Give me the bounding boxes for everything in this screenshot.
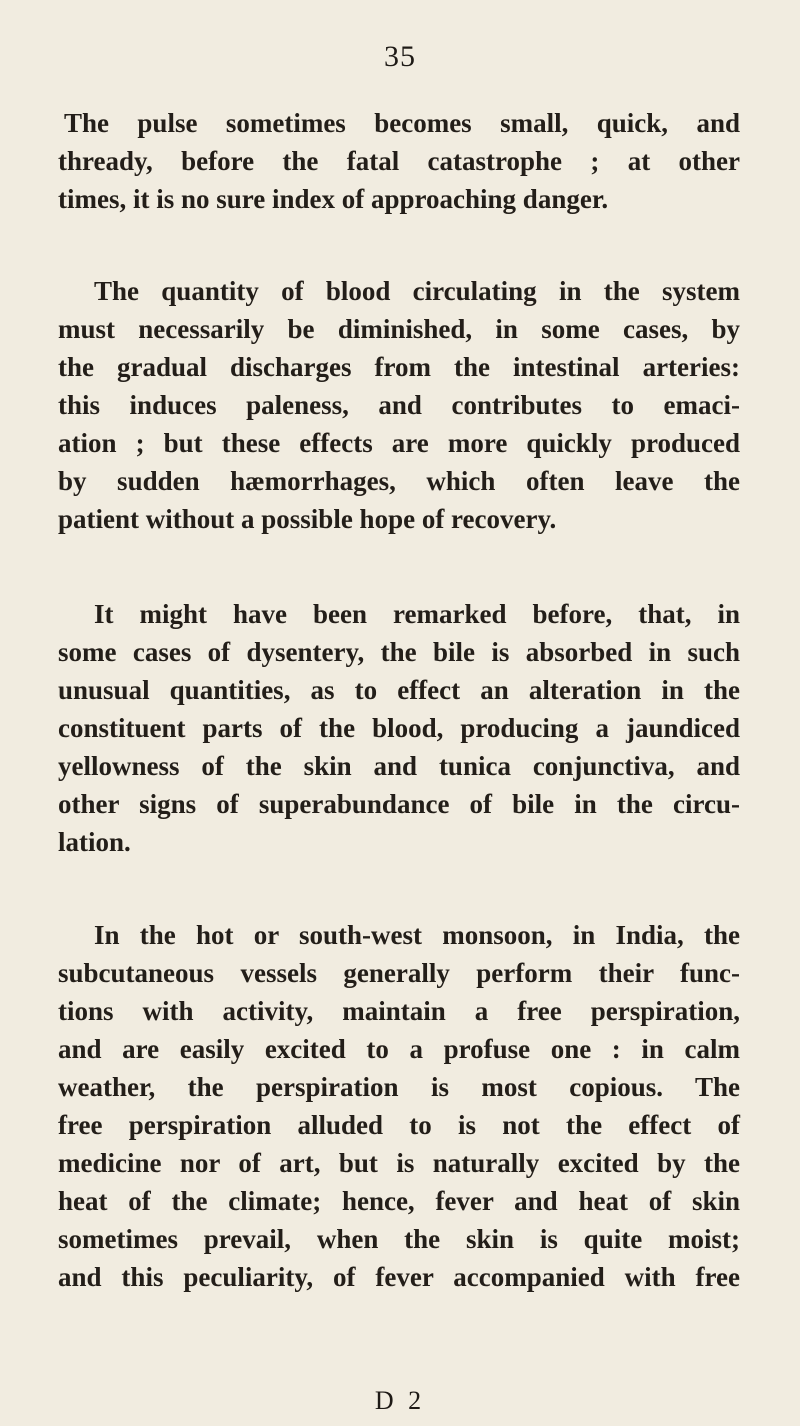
text-line: this induces paleness, and contributes to emaci- (58, 390, 740, 420)
text-line: the gradual discharges from the intestinal arteries: (58, 352, 740, 382)
text-line: tions with activity, maintain a free perspiration, (58, 996, 740, 1026)
text-line: unusual quantities, as to effect an alteration in the (58, 675, 740, 705)
text-line: sometimes prevail, when the skin is quite moist; (58, 1224, 740, 1254)
text-line: and this peculiarity, of fever accompanied with free (58, 1262, 740, 1292)
paragraph-3 (58, 595, 740, 861)
text-line: In the hot or south-west monsoon, in India, the (94, 920, 740, 950)
text-line: yellowness of the skin and tunica conjunctiva, and (58, 751, 740, 781)
text-line: It might have been remarked before, that, in (94, 599, 740, 629)
text-line: heat of the climate; hence, fever and heat of skin (58, 1186, 740, 1216)
text-line: patient without a possible hope of recovery. (58, 504, 557, 534)
text-line: other signs of superabundance of bile in the circu- (58, 789, 740, 819)
text-line: lation. (58, 827, 131, 857)
text-line: constituent parts of the blood, producing a jaundiced (58, 713, 740, 743)
text-line: must necessarily be diminished, in some cases, by (58, 314, 740, 344)
text-line: weather, the perspiration is most copious. The (58, 1072, 740, 1102)
page-number: 35 (384, 40, 416, 73)
text-line: The pulse sometimes becomes small, quick, and (64, 108, 740, 138)
paragraph-4 (58, 916, 740, 1296)
text-line: free perspiration alluded to is not the effect of (58, 1110, 740, 1140)
paragraph-2 (58, 272, 740, 538)
text-line: thready, before the fatal catastrophe ; at other (58, 146, 740, 176)
text-line: times, it is no sure index of approaching danger. (58, 184, 609, 214)
text-line: and are easily excited to a profuse one : in calm (58, 1034, 740, 1064)
text-line: ation ; but these effects are more quickly produced (58, 428, 740, 458)
paragraph-1 (58, 104, 740, 218)
text-line: subcutaneous vessels generally perform their func- (58, 958, 740, 988)
text-line: some cases of dysentery, the bile is absorbed in such (58, 637, 740, 667)
text-line: The quantity of blood circulating in the system (94, 276, 740, 306)
text-line: by sudden hæmorrhages, which often leave the (58, 466, 740, 496)
signature-mark: D 2 (374, 1386, 426, 1415)
text-line: medicine nor of art, but is naturally excited by the (58, 1148, 740, 1178)
